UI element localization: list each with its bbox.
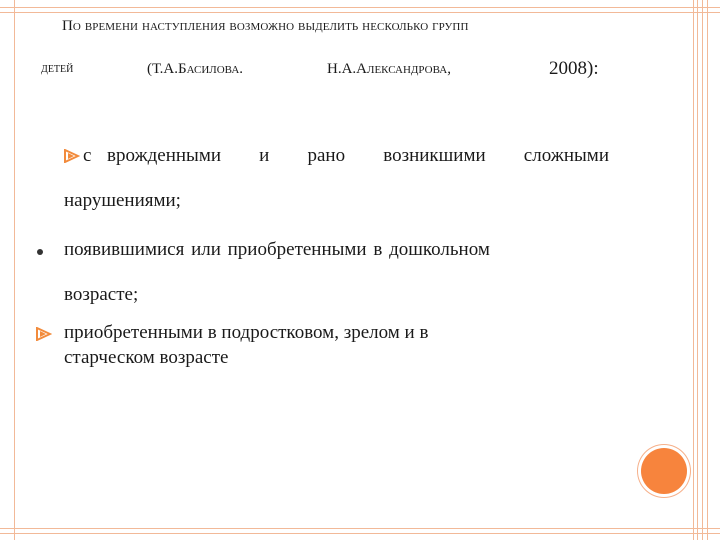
slide-title-year: 2008): — [549, 58, 599, 79]
bullet-2-line-1: появившимися или приобретенными в дошкольном — [64, 239, 490, 260]
slide-title-line-1: По времени наступления возможно выделить несколько групп — [62, 18, 469, 34]
frame-line-top — [0, 7, 720, 8]
frame-line-right-1 — [693, 0, 694, 540]
frame-line-left — [14, 0, 15, 540]
bullet-1-line-1: врожденными и рано возникшими сложными — [107, 145, 609, 166]
small-dot-icon — [37, 249, 43, 255]
slide-title-citation-1: (Т.А.Басилова. — [147, 61, 244, 77]
slide-title-citation-2: Н.А.Александрова, — [327, 61, 451, 77]
hollow-diamond-icon — [64, 149, 80, 163]
bullet-2-line-2: возрасте; — [64, 284, 139, 305]
frame-line-top-inner — [0, 12, 720, 13]
slide-title-word-children: детей — [41, 61, 74, 76]
hollow-diamond-icon — [36, 327, 52, 341]
frame-line-bottom — [0, 528, 720, 529]
frame-line-right-3 — [702, 0, 703, 540]
frame-line-right-2 — [697, 0, 698, 540]
frame-line-bottom-inner — [0, 533, 720, 534]
frame-line-right-4 — [707, 0, 708, 540]
decorative-circle — [641, 448, 687, 494]
bullet-1-prefix: с — [83, 145, 92, 166]
bullet-3-line-2: старческом возрасте — [64, 347, 229, 368]
bullet-1-line-2: нарушениями; — [64, 190, 181, 211]
bullet-3-line-1: приобретенными в подростковом, зрелом и в — [64, 322, 429, 343]
